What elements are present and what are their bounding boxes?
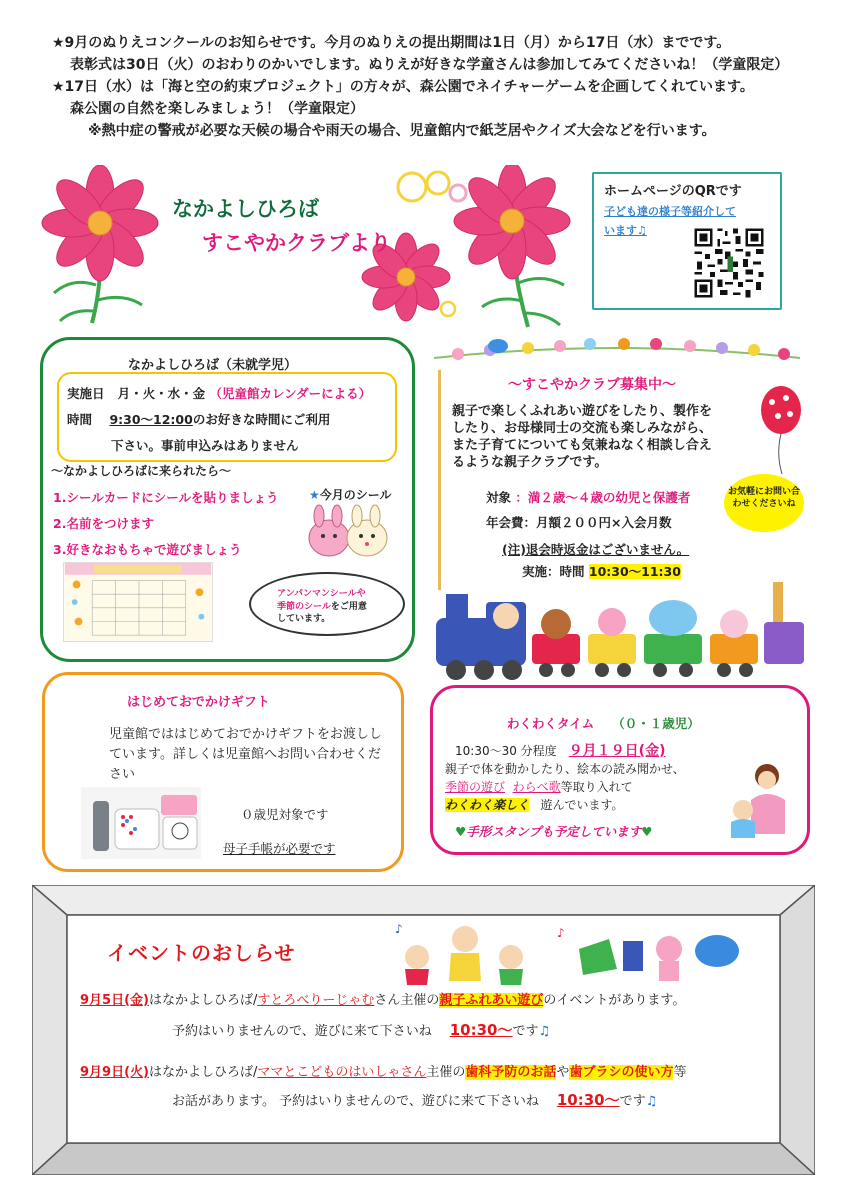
club-refund-note: (注)退会時返金はございません。 xyxy=(502,542,690,557)
event-2-line xyxy=(80,1061,686,1080)
waku-age: （０・１歳児） xyxy=(612,716,700,731)
notice-nature-game: ★17日（水）は「海と空の約束プロジェクト」の方々が、森公園でネイチャーゲームを企画してくれています。 xyxy=(52,79,754,96)
event-1-time: 10:30〜 xyxy=(449,1021,513,1039)
when-you-come-subhead: 〜なかよしひろばに来られたら〜 xyxy=(51,464,232,478)
step-1: 1.シールカードにシールを貼りましょう xyxy=(53,490,279,505)
banner xyxy=(32,165,572,330)
notice-coloring-contest: ★9月のぬりえコンクールのお知らせです。今月のぬりえの提出期間は1日（月）から17日（水）までです。 xyxy=(52,35,731,51)
waku-title: わくわくタイム xyxy=(507,716,595,731)
days-row xyxy=(67,384,371,402)
qr-title: ホームページのQRです xyxy=(604,184,742,199)
heart-icon-right: ♥ xyxy=(641,824,653,839)
club-target-row xyxy=(486,488,690,506)
waku-desc-3-end: 遊んでいます。 xyxy=(540,798,624,812)
bubble-line-1: アンパンマンシールや xyxy=(277,589,366,599)
days-label: 実施日 xyxy=(67,386,105,401)
events-section xyxy=(32,885,815,1175)
time-row xyxy=(67,410,330,428)
waku-seasonal-play: 季節の遊び xyxy=(445,780,506,794)
sticker-speech-bubble xyxy=(249,572,405,636)
time-value: 9:30〜12:00 xyxy=(109,412,193,427)
event-2-organizer: ママとこどものはいしゃさん xyxy=(257,1065,427,1080)
days-note: （児童館カレンダーによる） xyxy=(209,386,372,401)
club-fee-row xyxy=(486,513,672,531)
waku-time-row xyxy=(455,740,665,760)
event-1-key: 親子ふれあい遊び xyxy=(439,993,544,1008)
event-2-sub-text: お話があります。 予約はいりませんので、遊びに来て下さいね xyxy=(172,1094,539,1109)
bubble-line-3: しています。 xyxy=(277,614,331,625)
club-time-label: 実施：時間 xyxy=(522,564,585,579)
club-fee-label: 年会費 xyxy=(486,515,524,530)
gift-items-image xyxy=(81,787,201,859)
waku-time: 10:30〜30 分程度 xyxy=(455,744,557,758)
club-time-row xyxy=(522,562,681,580)
qr-link-text-1[interactable]: 子ども達の様子等紹介して xyxy=(604,205,736,218)
event-1-end: のイベントがあります。 xyxy=(543,993,686,1008)
waku-desc-2-end: 等取り入れて xyxy=(560,780,633,794)
svg-text:♪: ♪ xyxy=(557,926,565,940)
bubble-line-2a: 季節のシール xyxy=(277,601,331,612)
qr-code-icon[interactable] xyxy=(692,226,766,300)
waku-stamp-text: 手形スタンプも予定しています xyxy=(466,824,642,839)
music-note-icon-2: ♫ xyxy=(645,1094,658,1109)
club-target-value: ：満２歳〜４歳の幼児と保護者 xyxy=(515,490,691,505)
gift-title: はじめておでかけギフト xyxy=(127,695,270,710)
bubble-line-2b: をご用意 xyxy=(330,601,367,612)
event-2-mid: 主催の xyxy=(426,1065,466,1080)
gift-description: 児童館でははじめておでかけギフトをお渡ししています。詳しくは児童館へお問い合わせください xyxy=(109,727,382,783)
waku-warabe-uta: わらべ歌 xyxy=(512,780,561,794)
svg-text:♪: ♪ xyxy=(395,922,403,936)
schedule-card xyxy=(57,372,397,462)
waku-fun-highlight: わくわく楽しく xyxy=(445,798,530,812)
sukoyaka-club-section xyxy=(428,338,808,683)
event-2-and: や xyxy=(556,1065,570,1080)
club-heading: 〜すこやかクラブ募集中〜 xyxy=(508,377,676,393)
waku-desc-2 xyxy=(445,778,633,795)
cosmos-flower-left-icon xyxy=(32,165,172,325)
music-note-icon-1: ♫ xyxy=(538,1024,551,1039)
children-animals-decoration-icon xyxy=(387,919,747,985)
event-2-place: はなかよしひろば/ xyxy=(148,1065,258,1080)
top-notices xyxy=(52,34,792,141)
club-time-value: 10:30〜11:30 xyxy=(588,564,681,579)
event-1-place: はなかよしひろば/ xyxy=(148,993,258,1008)
event-1-line xyxy=(80,989,685,1008)
event-1-sub-text: 予約はいりませんので、遊びに来て下さいね xyxy=(172,1024,432,1039)
waku-date: ９月１９日(金) xyxy=(568,743,666,759)
event-1-sub xyxy=(172,1019,550,1040)
waku-desc-3 xyxy=(445,796,624,813)
monthly-sticker-text: 今月のシール xyxy=(319,488,392,502)
event-2-date: 9月9日(火) xyxy=(80,1065,149,1080)
event-1-organizer: すとろべりーじゃむ xyxy=(257,993,375,1008)
notice-forest-park: 森公園の自然を楽しみましょう！（学童限定） xyxy=(70,101,364,118)
time-label: 時間 xyxy=(67,412,93,427)
first-outing-gift-box xyxy=(42,672,404,872)
balloon-icon xyxy=(758,384,804,474)
nakayoshi-title: なかよしひろば（未就学児） xyxy=(128,358,298,373)
club-target-label: 対象 xyxy=(486,490,512,505)
club-fee-value: ：月額２００円×入会月数 xyxy=(523,515,672,530)
club-description: 親子で楽しくふれあい遊びをしたり、製作をしたり、お母様同士の交流も楽しみながら、また子育てについても気兼ねなく相談し合えるような親子クラブです。 xyxy=(452,404,713,470)
waku-stamp-note xyxy=(455,822,652,840)
waku-title-row xyxy=(507,714,700,732)
qr-box xyxy=(592,172,782,310)
banner-title-sukoyaka: すこやかクラブより xyxy=(202,231,391,255)
contact-us-oval: お気軽にお問い合わせくださいね xyxy=(724,474,804,532)
event-1-tail: です xyxy=(512,1024,539,1039)
step-3: 3.好きなおもちゃで遊びましょう xyxy=(53,542,242,557)
animal-train-icon xyxy=(428,582,808,682)
banner-title-nakayoshi: なかよしひろば xyxy=(172,197,319,221)
event-2-time: 10:30〜 xyxy=(556,1091,620,1109)
events-title: イベントのおしらせ xyxy=(107,941,296,965)
event-2-key-1: 歯科予防のお話 xyxy=(465,1065,557,1080)
sticker-card-image xyxy=(63,562,213,642)
notice-award-ceremony: 表彰式は30日（火）のおわりのかいでします。ぬりえが好きな学童さんは参加してみてくださいね！（学童限定） xyxy=(70,57,789,74)
qr-link-text-2[interactable]: います♫ xyxy=(604,223,647,237)
event-2-key-2: 歯ブラシの使い方 xyxy=(569,1065,674,1080)
waku-desc-1: 親子で体を動かしたり、絵本の読み聞かせ、 xyxy=(445,762,685,776)
days-value: 月・火・水・金 xyxy=(117,386,206,401)
gift-handbook-note: 母子手帳が必要です xyxy=(223,841,336,856)
event-1-mid: さん主催の xyxy=(374,993,440,1008)
notice-heat-rain: ※熱中症の警戒が必要な天候の場合や雨天の場合、児童館内で紙芝居やクイズ大会などを行います。 xyxy=(88,123,716,140)
nakayoshi-hiroba-box xyxy=(40,337,415,662)
step-2: 2.名前をつけます xyxy=(53,516,154,531)
mother-and-baby-icon xyxy=(723,760,793,840)
event-2-sub xyxy=(172,1089,657,1110)
monthly-sticker-label xyxy=(309,486,392,503)
heart-icon-left: ♥ xyxy=(455,824,467,839)
time-rest: のお好きな時間にご利用 xyxy=(192,412,331,427)
cosmos-flower-right-icon xyxy=(442,165,582,330)
time-rest2: 下さい。事前申込みはありません xyxy=(111,438,299,453)
bunny-stickers-icon xyxy=(305,504,395,564)
event-2-end: 等 xyxy=(673,1065,687,1080)
event-2-tail: です xyxy=(619,1094,646,1109)
wakuwaku-time-box xyxy=(430,685,810,855)
star-icon: ★ xyxy=(309,488,320,502)
gift-age-note: ０歳児対象です xyxy=(241,807,329,822)
event-1-date: 9月5日(金) xyxy=(80,993,149,1008)
